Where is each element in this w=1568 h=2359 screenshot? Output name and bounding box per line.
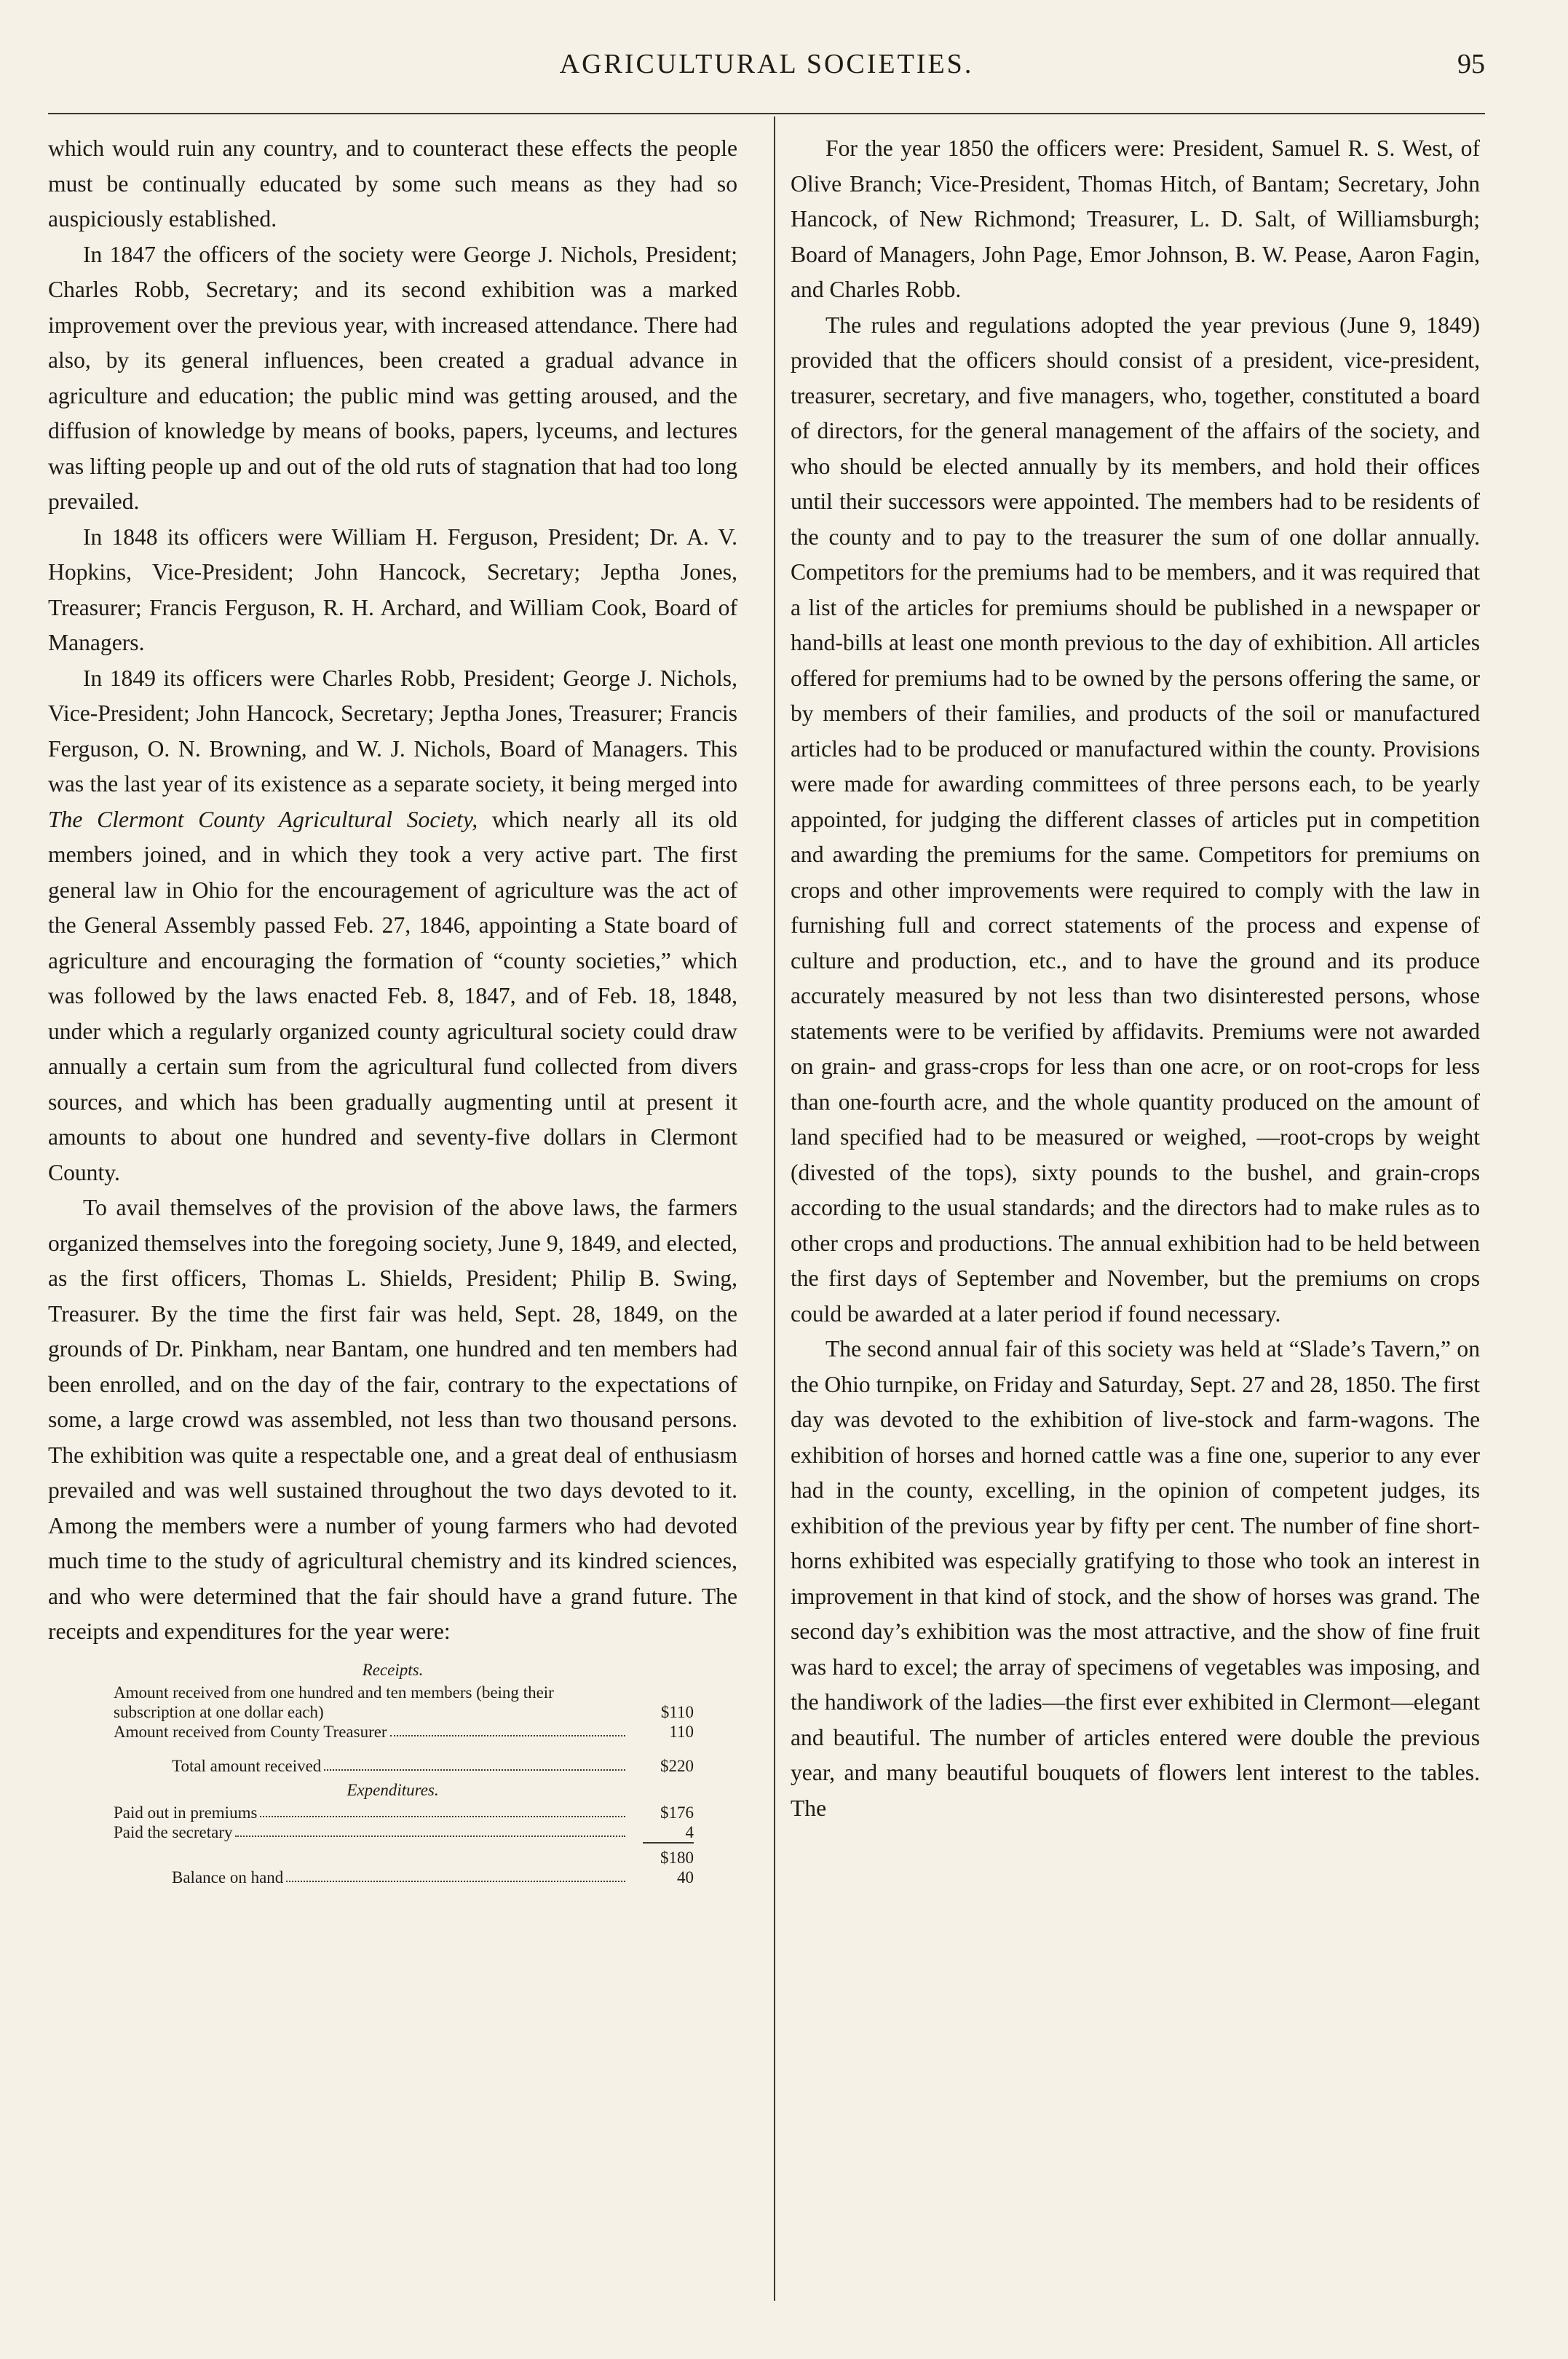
expenditure-sum: $180: [660, 1848, 694, 1867]
receipts-heading: Receipts.: [362, 1660, 424, 1679]
ledger-row: [48, 1822, 737, 1842]
ledger-amount: $176: [660, 1803, 694, 1822]
header-rule: [48, 113, 1485, 114]
ledger-text: Paid the secretary: [114, 1822, 233, 1841]
running-title: AGRICULTURAL SOCIETIES.: [559, 49, 974, 79]
paragraph: In 1848 its officers were William H. Ferguson, President; Dr. A. V. Hopkins, Vice-President; John Hancock, Secretary; Jeptha Jones, Treasurer; Francis Ferguson, R. H. Archard, and William Cook, Board of Managers.: [48, 523, 737, 655]
leader-dots: [390, 1735, 625, 1736]
left-column: [48, 131, 737, 1887]
leader-dots: [286, 1881, 625, 1882]
paragraph: The rules and regulations adopted the year previous (June 9, 1849) provided that the officers should consist of a president, vice-president, treasurer, secretary, and five managers, who, together, constituted a board of directors, for the general management of the affairs of the society, and who should be elected annually by its members, and hold their offices until their successors were appointed. The members had to be residents of the county and to pay to the treasurer the sum of one dollar annually. Competitors for the premiums had to be members, and it was required that a list of the articles for premiums should be published in a newspaper or hand-bills at least one month previous to the day of exhibition. All articles offered for premiums had to be owned by the persons offering the same, or by members of their families, and products of the soil or manufactured articles had to be produced or manufactured within the county. Provisions were made for awarding committees of three persons each, to be yearly appointed, for judging the different classes of articles put in competition and awarding the premiums for the same. Competitors for premiums on crops and other improvements were required to comply with the law in furnishing full and correct statements of the process and expense of culture and production, etc., and to have the ground and its produce accurately measured by not less than two disinterested persons, whose statements were to be verified by affidavits. Premiums were not awarded on grain- and grass-crops for less than one acre, or on root-crops for less than one-fourth acre, and the whole quantity produced on the amount of land specified had to be measured or weighed, —root-crops by weight (divested of the tops), sixty pounds to the bushel, and grain-crops according to the usual standards; and the directors had to make rules as to other crops and productions. The annual exhibition had to be held between the first days of September and November, but the premiums on crops could be awarded at a later period if found necessary.: [791, 312, 1480, 1327]
ledger-text: Amount received from County Treasurer: [114, 1722, 387, 1741]
ledger-balance-row: [48, 1868, 737, 1887]
paragraph: [48, 661, 737, 1191]
ledger-row: [48, 1683, 737, 1722]
ledger-text: Total amount received: [172, 1756, 322, 1775]
ledger-row: [48, 1803, 737, 1822]
accounts-ledger: [48, 1660, 737, 1887]
leader-dots: [324, 1769, 625, 1771]
ledger-amount: $110: [660, 1702, 694, 1721]
ledger-text: Amount received from one hundred and ten members (being their subscription at one dollar each): [114, 1683, 554, 1721]
ledger-amount: 4: [685, 1822, 694, 1841]
leader-dots: [235, 1836, 625, 1837]
ledger-amount: 40: [677, 1868, 694, 1886]
paragraph: which would ruin any country, and to counteract these effects the people must be continually educated by some such means as they had so auspiciously established.: [48, 135, 737, 232]
running-header: [48, 44, 1485, 87]
ledger-text: Balance on hand: [172, 1868, 284, 1886]
paragraph: In 1847 the officers of the society were George J. Nichols, President; Charles Robb, Secretary; and its second exhibition was a marked improvement over the previous year, with increased attendance. There had also, by its general influences, been created a gradual advance in agriculture and education; the public mind was getting aroused, and the diffusion of knowledge by means of books, papers, lyceums, and lectures was lifting people up and out of the old ruts of stagnation that had too long prevailed.: [48, 241, 737, 514]
society-name: The Clermont County Agricultural Society,: [48, 806, 478, 832]
ledger-total-row: [48, 1756, 737, 1776]
expenditures-heading: Expenditures.: [347, 1780, 439, 1799]
ledger-amount: $220: [660, 1756, 694, 1775]
ledger-row: [48, 1722, 737, 1742]
leader-dots: [260, 1816, 625, 1817]
paragraph-text: which nearly all its old members joined, and in which they took a very active part. The first general law in Ohio for the encouragement of agriculture was the act of the General Assembly passed Feb. 27, 1846, appointing a State board of agriculture and encouraging the formation of “county societies,” which was followed by the laws enacted Feb. 8, 1847, and of Feb. 18, 1848, under which a regularly organized county agricultural society could draw annually a certain sum from the agricultural fund collected from divers sources, and which has been gradually augmenting until at present it amounts to about one hundred and seventy-five dollars in Clermont County.: [48, 806, 737, 1185]
ledger-text: Paid out in premiums: [114, 1803, 258, 1822]
paragraph: For the year 1850 the officers were: President, Samuel R. S. West, of Olive Branch; Vice-President, Thomas Hitch, of Bantam; Secretary, John Hancock, of New Richmond; Treasurer, L. D. Salt, of Williamsburgh; Board of Managers, John Page, Emor Johnson, B. W. Pease, Aaron Fagin, and Charles Robb.: [791, 135, 1480, 302]
ledger-amount: 110: [669, 1722, 694, 1741]
paragraph-text: In 1849 its officers were Charles Robb, President; George J. Nichols, Vice-President; John Hancock, Secretary; Jeptha Jones, Treasurer; Francis Ferguson, O. N. Browning, and W. J. Nichols, Board of Managers. This was the last year of its existence as a separate society, it being merged into: [48, 665, 737, 797]
column-divider: [774, 116, 775, 2301]
right-column: [791, 131, 1480, 1826]
sum-rule: [643, 1842, 694, 1848]
page-number: 95: [1457, 49, 1485, 79]
paragraph: The second annual fair of this society was held at “Slade’s Tavern,” on the Ohio turnpike, on Friday and Saturday, Sept. 27 and 28, 1850. The first day was devoted to the exhibition of live-stock and farm-wagons. The exhibition of horses and horned cattle was a fine one, superior to any ever had in the county, excelling, in the opinion of competent judges, its exhibition of the previous year by fifty per cent. The number of fine short-horns exhibited was especially gratifying to those who took an interest in improvement in that kind of stock, and the show of horses was grand. The second day’s exhibition was the most attractive, and the show of fine fruit was hard to excel; the array of specimens of vegetables was imposing, and the handiwork of the ladies—the first ever exhibited in Clermont—elegant and beautiful. The number of articles entered were double the previous year, and many beautiful bouquets of flowers lent interest to the tables. The: [791, 1336, 1480, 1821]
paragraph: To avail themselves of the provision of the above laws, the farmers organized themselves into the foregoing society, June 9, 1849, and elected, as the first officers, Thomas L. Shields, President; Philip B. Swing, Treasurer. By the time the first fair was held, Sept. 28, 1849, on the grounds of Dr. Pinkham, near Bantam, one hundred and ten members had been enrolled, and on the day of the fair, contrary to the expectations of some, a large crowd was assembled, not less than two thousand persons. The exhibition was quite a respectable one, and a great deal of enthusiasm prevailed and was well sustained throughout the two days devoted to it. Among the members were a number of young farmers who had devoted much time to the study of agricultural chemistry and its kindred sciences, and who were determined that the fair should have a grand future. The receipts and expenditures for the year were:: [48, 1195, 737, 1644]
